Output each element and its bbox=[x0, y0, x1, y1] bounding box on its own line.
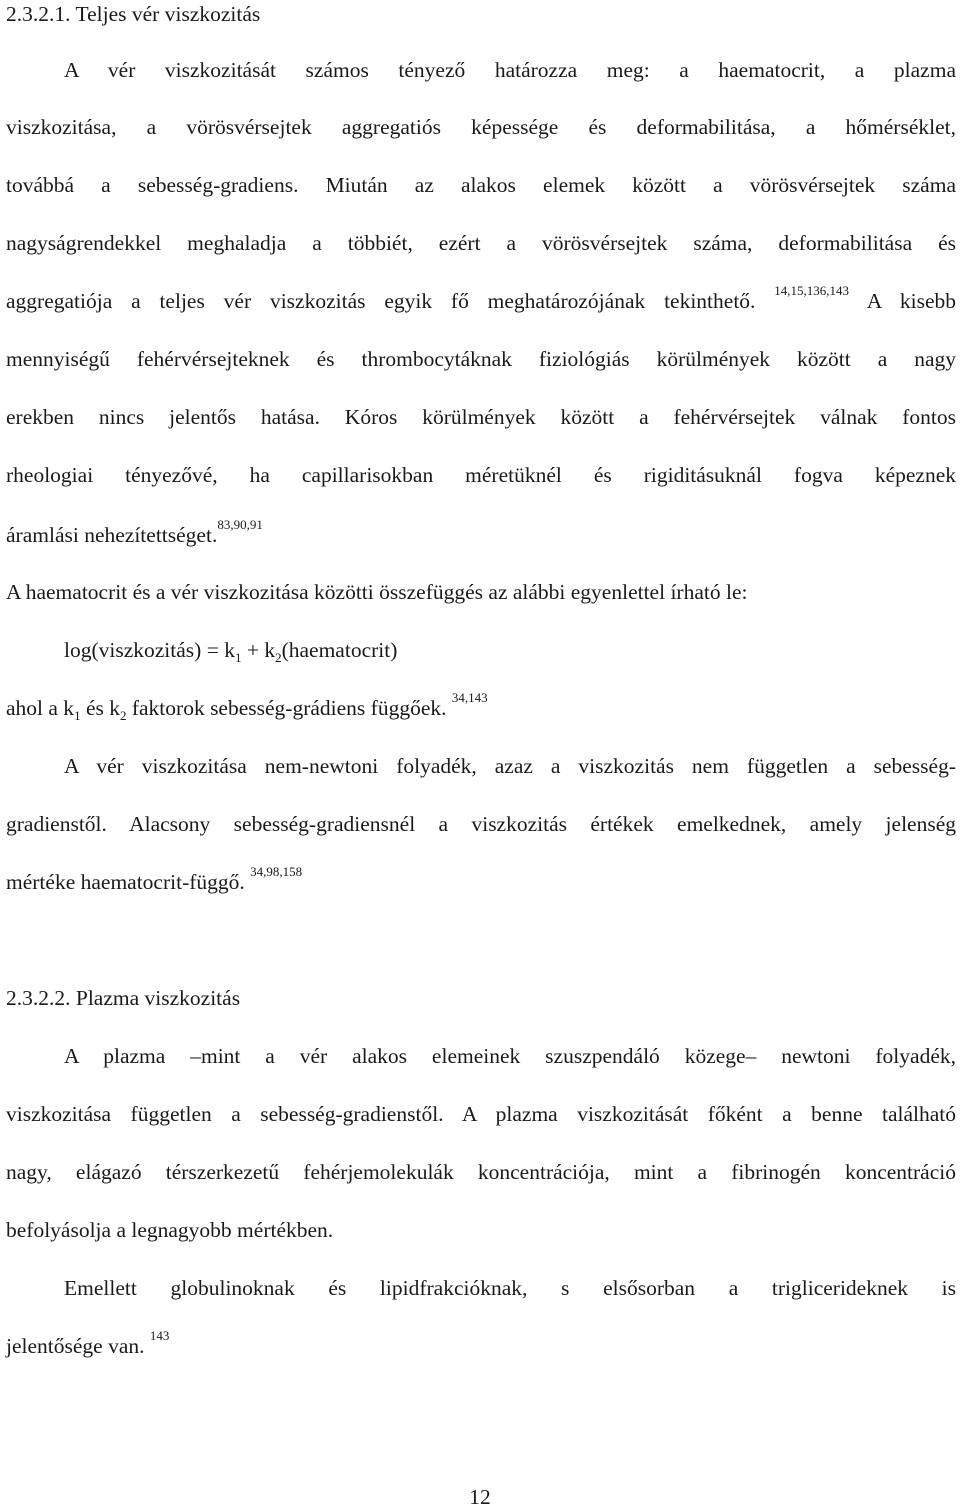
citation-ref: 34,98,158 bbox=[250, 864, 303, 879]
paragraph-line: nagy, elágazó térszerkezetű fehérjemolekulák koncentrációja, mint a fibrinogén koncentráció bbox=[6, 1160, 956, 1184]
paragraph-line: ahol a $k_1$ és $k_2$ faktorok sebesség-grádiens függőek. $^{34,143}$ bbox=[6, 690, 488, 723]
citation-ref: 143 bbox=[149, 1328, 170, 1343]
equation: log(viszkozitás) = $k_1$ + $k_2(haematocrit)$ bbox=[64, 638, 398, 665]
paragraph-line: A vér viszkozitását számos tényező határozza meg: a haematocrit, a plazma bbox=[64, 58, 956, 82]
paragraph-line: Emellett globulinoknak és lipidfrakcióknak, s elsősorban a triglicerideknek is bbox=[64, 1276, 956, 1300]
paragraph-line: befolyásolja a legnagyobb mértékben. bbox=[6, 1218, 334, 1242]
line-text: jelentősége van. bbox=[6, 1334, 145, 1358]
paragraph-line: nagyságrendekkel meghaladja a többiét, ezért a vörösvérsejtek száma, deformabilitása és bbox=[6, 231, 956, 255]
section-heading: 2.3.2.1. Teljes vér viszkozitás bbox=[6, 2, 261, 26]
line-fill bbox=[774, 283, 956, 313]
section-heading: 2.3.2.2. Plazma viszkozitás bbox=[6, 986, 241, 1010]
paragraph-line: A vér viszkozitása nem-newtoni folyadék, azaz a viszkozitás nem független a sebesség- bbox=[64, 754, 956, 778]
page-number: 12 bbox=[469, 1485, 491, 1509]
paragraph-line: A haematocrit és a vér viszkozitása közötti összefüggés az alábbi egyenlettel írható le: bbox=[6, 580, 748, 604]
line-text: áramlási nehezítettséget. bbox=[6, 523, 218, 547]
line-text: A kisebb bbox=[866, 289, 956, 313]
paragraph-line: rheologiai tényezővé, ha capillarisokban méretüknél és rigiditásuknál fogva képeznek bbox=[6, 463, 956, 487]
citation-ref: 14,15,136,143 bbox=[774, 283, 850, 298]
paragraph-line bbox=[6, 864, 956, 899]
paragraph-line: mennyiségű fehérvérsejteknek és thrombocytáknak fiziológiás körülmények között a nagy bbox=[6, 347, 956, 371]
paragraph-line: erekben nincs jelentős hatása. Kóros körülmények között a fehérvérsejtek válnak fontos bbox=[6, 405, 956, 429]
line-text: mértéke haematocrit-függő. bbox=[6, 870, 245, 894]
citation-ref: 34,143 bbox=[451, 690, 488, 705]
paragraph-line: A plazma –mint a vér alakos elemeinek szuszpendáló közege– newtoni folyadék, bbox=[64, 1044, 956, 1068]
paragraph-line: gradienstől. Alacsony sebesség-gradiensnél a viszkozitás értékek emelkednek, amely jelenség bbox=[6, 812, 956, 836]
paragraph-line: továbbá a sebesség-gradiens. Miután az alakos elemek között a vörösvérsejtek száma bbox=[6, 173, 956, 197]
paragraph-line: viszkozitása, a vörösvérsejtek aggregatiós képessége és deformabilitása, a hőmérséklet, bbox=[6, 115, 956, 139]
paragraph-line bbox=[6, 517, 956, 552]
citation-ref: 83,90,91 bbox=[217, 517, 263, 532]
paragraph-line bbox=[6, 283, 956, 318]
line-text: aggregatiója a teljes vér viszkozitás egyik fő meghatározójának tekinthető. bbox=[6, 289, 756, 313]
paragraph-line bbox=[6, 1328, 956, 1363]
paragraph-line: viszkozitása független a sebesség-gradienstől. A plazma viszkozitását főként a benne található bbox=[6, 1102, 956, 1126]
